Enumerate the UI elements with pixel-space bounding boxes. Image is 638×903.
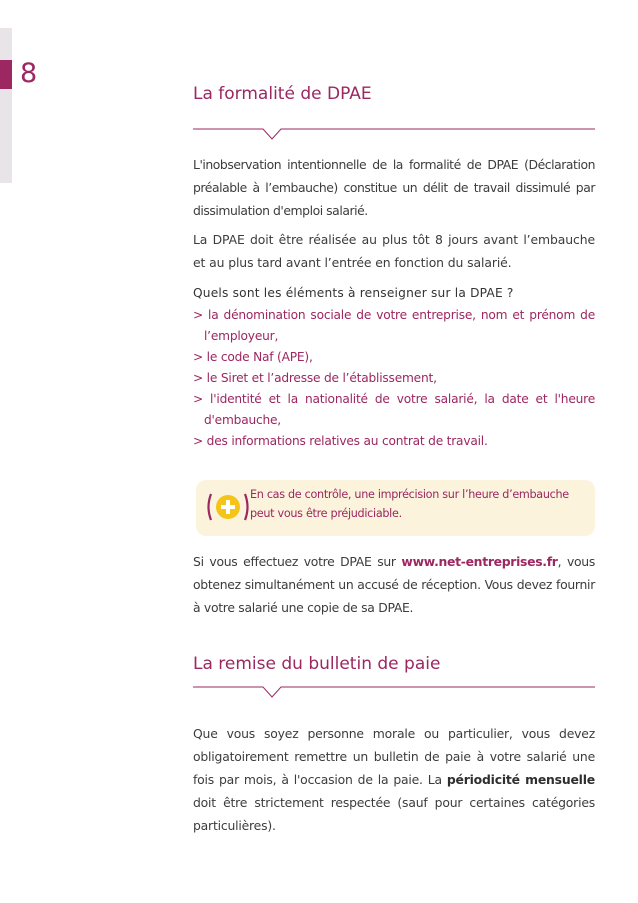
list-item: > l'identité et la nationalité de votre salarié, la date et l'heure d'embauche,: [193, 392, 595, 427]
side-strip: [0, 28, 12, 183]
dpae-section-title: La formalité de DPAE: [193, 84, 372, 104]
dpae-online-block: [193, 550, 595, 619]
plus-icon: [205, 492, 251, 522]
dpae-timing-paragraph: La DPAE doit être réalisée au plus tôt 8 jours avant l’embauche et au plus tard avant l’entrée en fonction du salarié.: [193, 232, 595, 270]
dpae-elements-list: [193, 305, 595, 452]
dpae-elements-question: Quels sont les éléments à renseigner sur la DPAE ?: [193, 286, 514, 300]
dpae-online-paragraph: [193, 550, 595, 619]
list-item: > des informations relatives au contrat de travail.: [193, 434, 488, 448]
net-entreprises-link[interactable]: www.net-entreprises.fr: [401, 554, 558, 569]
page-number: 8: [20, 58, 38, 89]
payslip-heading-block: [193, 654, 595, 674]
payslip-paragraph: [193, 722, 595, 837]
monthly-periodicity-emphasis: périodicité mensuelle: [446, 772, 595, 787]
payslip-divider: [193, 686, 595, 698]
text-fragment: Que vous soyez personne morale ou particulier, vous devez obligatoirement remettre un bulletin de paie à votre salarié une fois par mois, à l'occasion de la paie. La: [193, 726, 595, 787]
dpae-intro-paragraph: L'inobservation intentionnelle de la formalité de DPAE (Déclaration préalable à l’embauche) constitue un délit de travail dissimulé par dissimulation d'emploi salarié.: [193, 157, 595, 218]
dpae-heading-block: [193, 84, 595, 104]
callout-text: En cas de contrôle, une imprécision sur l’heure d’embauche peut vous être préjudiciable.: [250, 488, 569, 520]
dpae-body: [193, 153, 595, 452]
text-fragment: , vous obtenez simultanément un accusé de réception. Vous devez fournir à votre salarié une copie de sa DPAE.: [193, 554, 595, 615]
text-fragment: Si vous effectuez votre DPAE sur: [193, 554, 402, 569]
payslip-section-title: La remise du bulletin de paie: [193, 654, 441, 674]
payslip-body: [193, 722, 595, 837]
list-item: > la dénomination sociale de votre entreprise, nom et prénom de l’employeur,: [193, 308, 595, 343]
dpae-divider: [193, 128, 595, 140]
list-item: > le Siret et l’adresse de l’établissement,: [193, 371, 437, 385]
text-fragment: doit être strictement respectée (sauf pour certaines catégories particulières).: [193, 795, 595, 833]
page-marker: [0, 60, 12, 89]
warning-callout: [196, 480, 595, 536]
list-item: > le code Naf (APE),: [193, 350, 313, 364]
